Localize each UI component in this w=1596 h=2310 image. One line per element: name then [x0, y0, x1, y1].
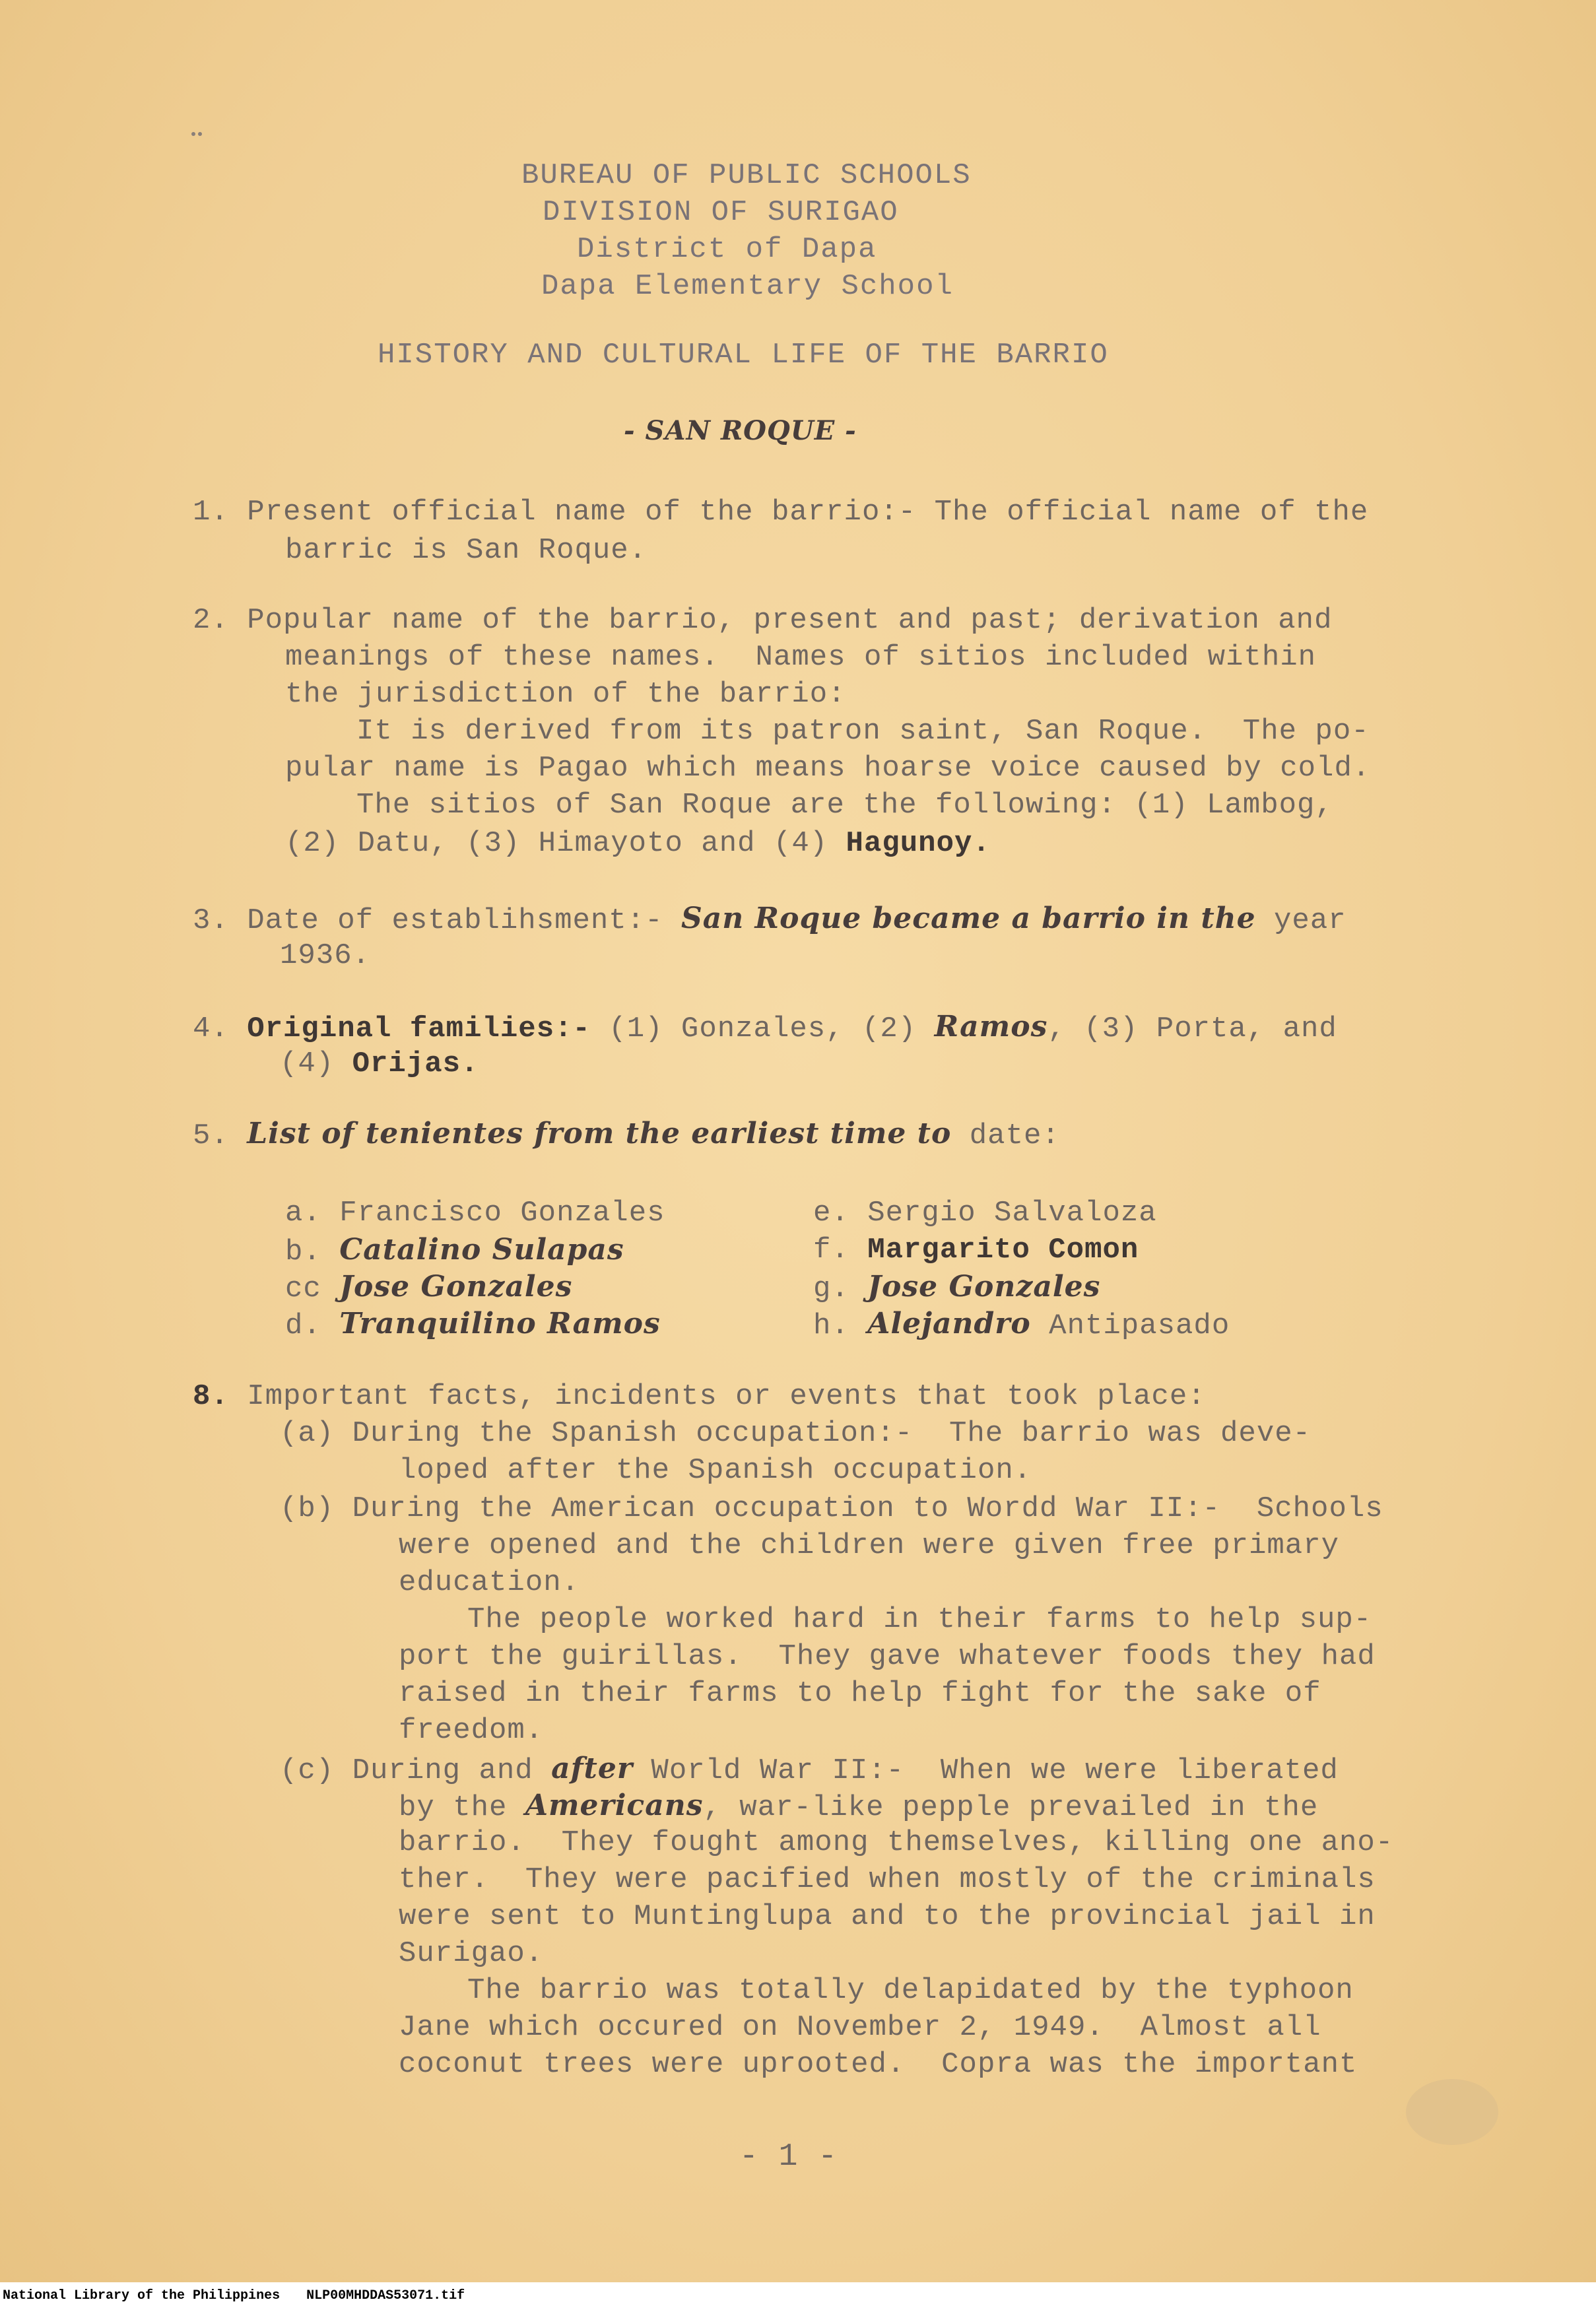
teniente-g: g. Jose Gonzales	[813, 1270, 1101, 1305]
item-8c-line-7: The barrio was totally delapidated by the typhoon	[467, 1974, 1354, 2007]
item-8c-line-3: barrio. They fought among themselves, killing one ano-	[399, 1826, 1394, 1859]
barrio-name: - SAN ROQUE -	[624, 415, 857, 446]
item-8b-line-7: freedom.	[399, 1714, 544, 1747]
item-8b-line-1: (b) During the American occupation to Wordd War II:- Schools	[280, 1492, 1383, 1525]
teniente-h: h. Alejandro Antipasado	[813, 1307, 1230, 1342]
item-8c-line-4: ther. They were pacified when mostly of the criminals	[399, 1863, 1376, 1896]
footer-library: National Library of the Philippines	[3, 2288, 281, 2303]
teniente-a: a. Francisco Gonzales	[285, 1197, 665, 1230]
item-2-line-2: meanings of these names. Names of sitios included within	[285, 641, 1317, 674]
item-2-line-1: 2. Popular name of the barrio, present and past; derivation and	[193, 604, 1333, 637]
item-8c-line-5: were sent to Muntinglupa and to the provincial jail in	[399, 1900, 1376, 1933]
item-5-line-1: 5. List of tenientes from the earliest time to date:	[193, 1117, 1060, 1152]
header-bureau: BUREAU OF PUBLIC SCHOOLS	[521, 159, 972, 192]
page-number: - 1 -	[739, 2139, 838, 2175]
item-8b-line-5: port the guirillas. They gave whatever foods they had	[399, 1640, 1376, 1673]
teniente-e: e. Sergio Salvaloza	[813, 1197, 1157, 1230]
header-school: Dapa Elementary School	[541, 270, 954, 303]
item-1-line-2: barric is San Roque.	[285, 534, 648, 567]
paper-stain	[1406, 2079, 1498, 2145]
item-8b-line-4: The people worked hard in their farms to help sup-	[467, 1603, 1372, 1636]
item-2-line-5: pular name is Pagao which means hoarse voice caused by cold.	[285, 752, 1371, 785]
scan-footer	[0, 2282, 1596, 2310]
item-8c-line-1: (c) During and after World War II:- When we were liberated	[280, 1752, 1339, 1787]
teniente-b: b. Catalino Sulapas	[285, 1233, 624, 1269]
paper-speck	[198, 132, 202, 136]
teniente-d: d. Tranquilino Ramos	[285, 1307, 661, 1342]
item-3-line-2: 1936.	[280, 939, 371, 972]
item-2-line-4: It is derived from its patron saint, San Roque. The po-	[356, 715, 1370, 748]
item-2-line-7: (2) Datu, (3) Himayoto and (4) Hagunoy.	[285, 827, 991, 860]
item-2-line-3: the jurisdiction of the barrio:	[285, 678, 846, 711]
paper-speck	[191, 132, 195, 136]
item-8-line-1: 8. Important facts, incidents or events that took place:	[193, 1380, 1206, 1413]
footer-filename: NLP00MHDDAS53071.tif	[306, 2288, 465, 2303]
item-8c-line-6: Surigao.	[399, 1937, 544, 1970]
item-8c-line-2: by the Americans, war-like pepple prevailed in the	[399, 1789, 1319, 1824]
item-8b-line-2: were opened and the children were given free primary	[399, 1529, 1340, 1562]
item-2-line-6: The sitios of San Roque are the following: (1) Lambog,	[356, 789, 1333, 822]
header-division: DIVISION OF SURIGAO	[543, 196, 899, 229]
item-1-line-1: 1. Present official name of the barrio:- The official name of the	[193, 496, 1369, 529]
teniente-f: f. Margarito Comon	[813, 1234, 1139, 1267]
item-8a-line-2: loped after the Spanish occupation.	[399, 1454, 1032, 1487]
teniente-c: cc Jose Gonzales	[285, 1270, 573, 1305]
item-4-line-2: (4) Orijas.	[280, 1047, 479, 1080]
item-4-line-1: 4. Original families:- (1) Gonzales, (2) Ramos, (3) Porta, and	[193, 1010, 1337, 1045]
item-8c-line-9: coconut trees were uprooted. Copra was the important	[399, 2048, 1358, 2081]
item-8c-line-8: Jane which occured on November 2, 1949. Almost all	[399, 2011, 1321, 2044]
handwritten-sitio: Hagunoy.	[846, 827, 991, 860]
item-8b-line-6: raised in their farms to help fight for the sake of	[399, 1677, 1321, 1710]
document-title: HISTORY AND CULTURAL LIFE OF THE BARRIO	[378, 339, 1109, 372]
item-3-line-1: 3. Date of establihsment:- San Roque became a barrio in the year	[193, 902, 1347, 937]
item-8b-line-3: education.	[399, 1566, 580, 1599]
item-8a-line-1: (a) During the Spanish occupation:- The barrio was deve-	[280, 1417, 1312, 1450]
header-district: District of Dapa	[577, 233, 877, 266]
